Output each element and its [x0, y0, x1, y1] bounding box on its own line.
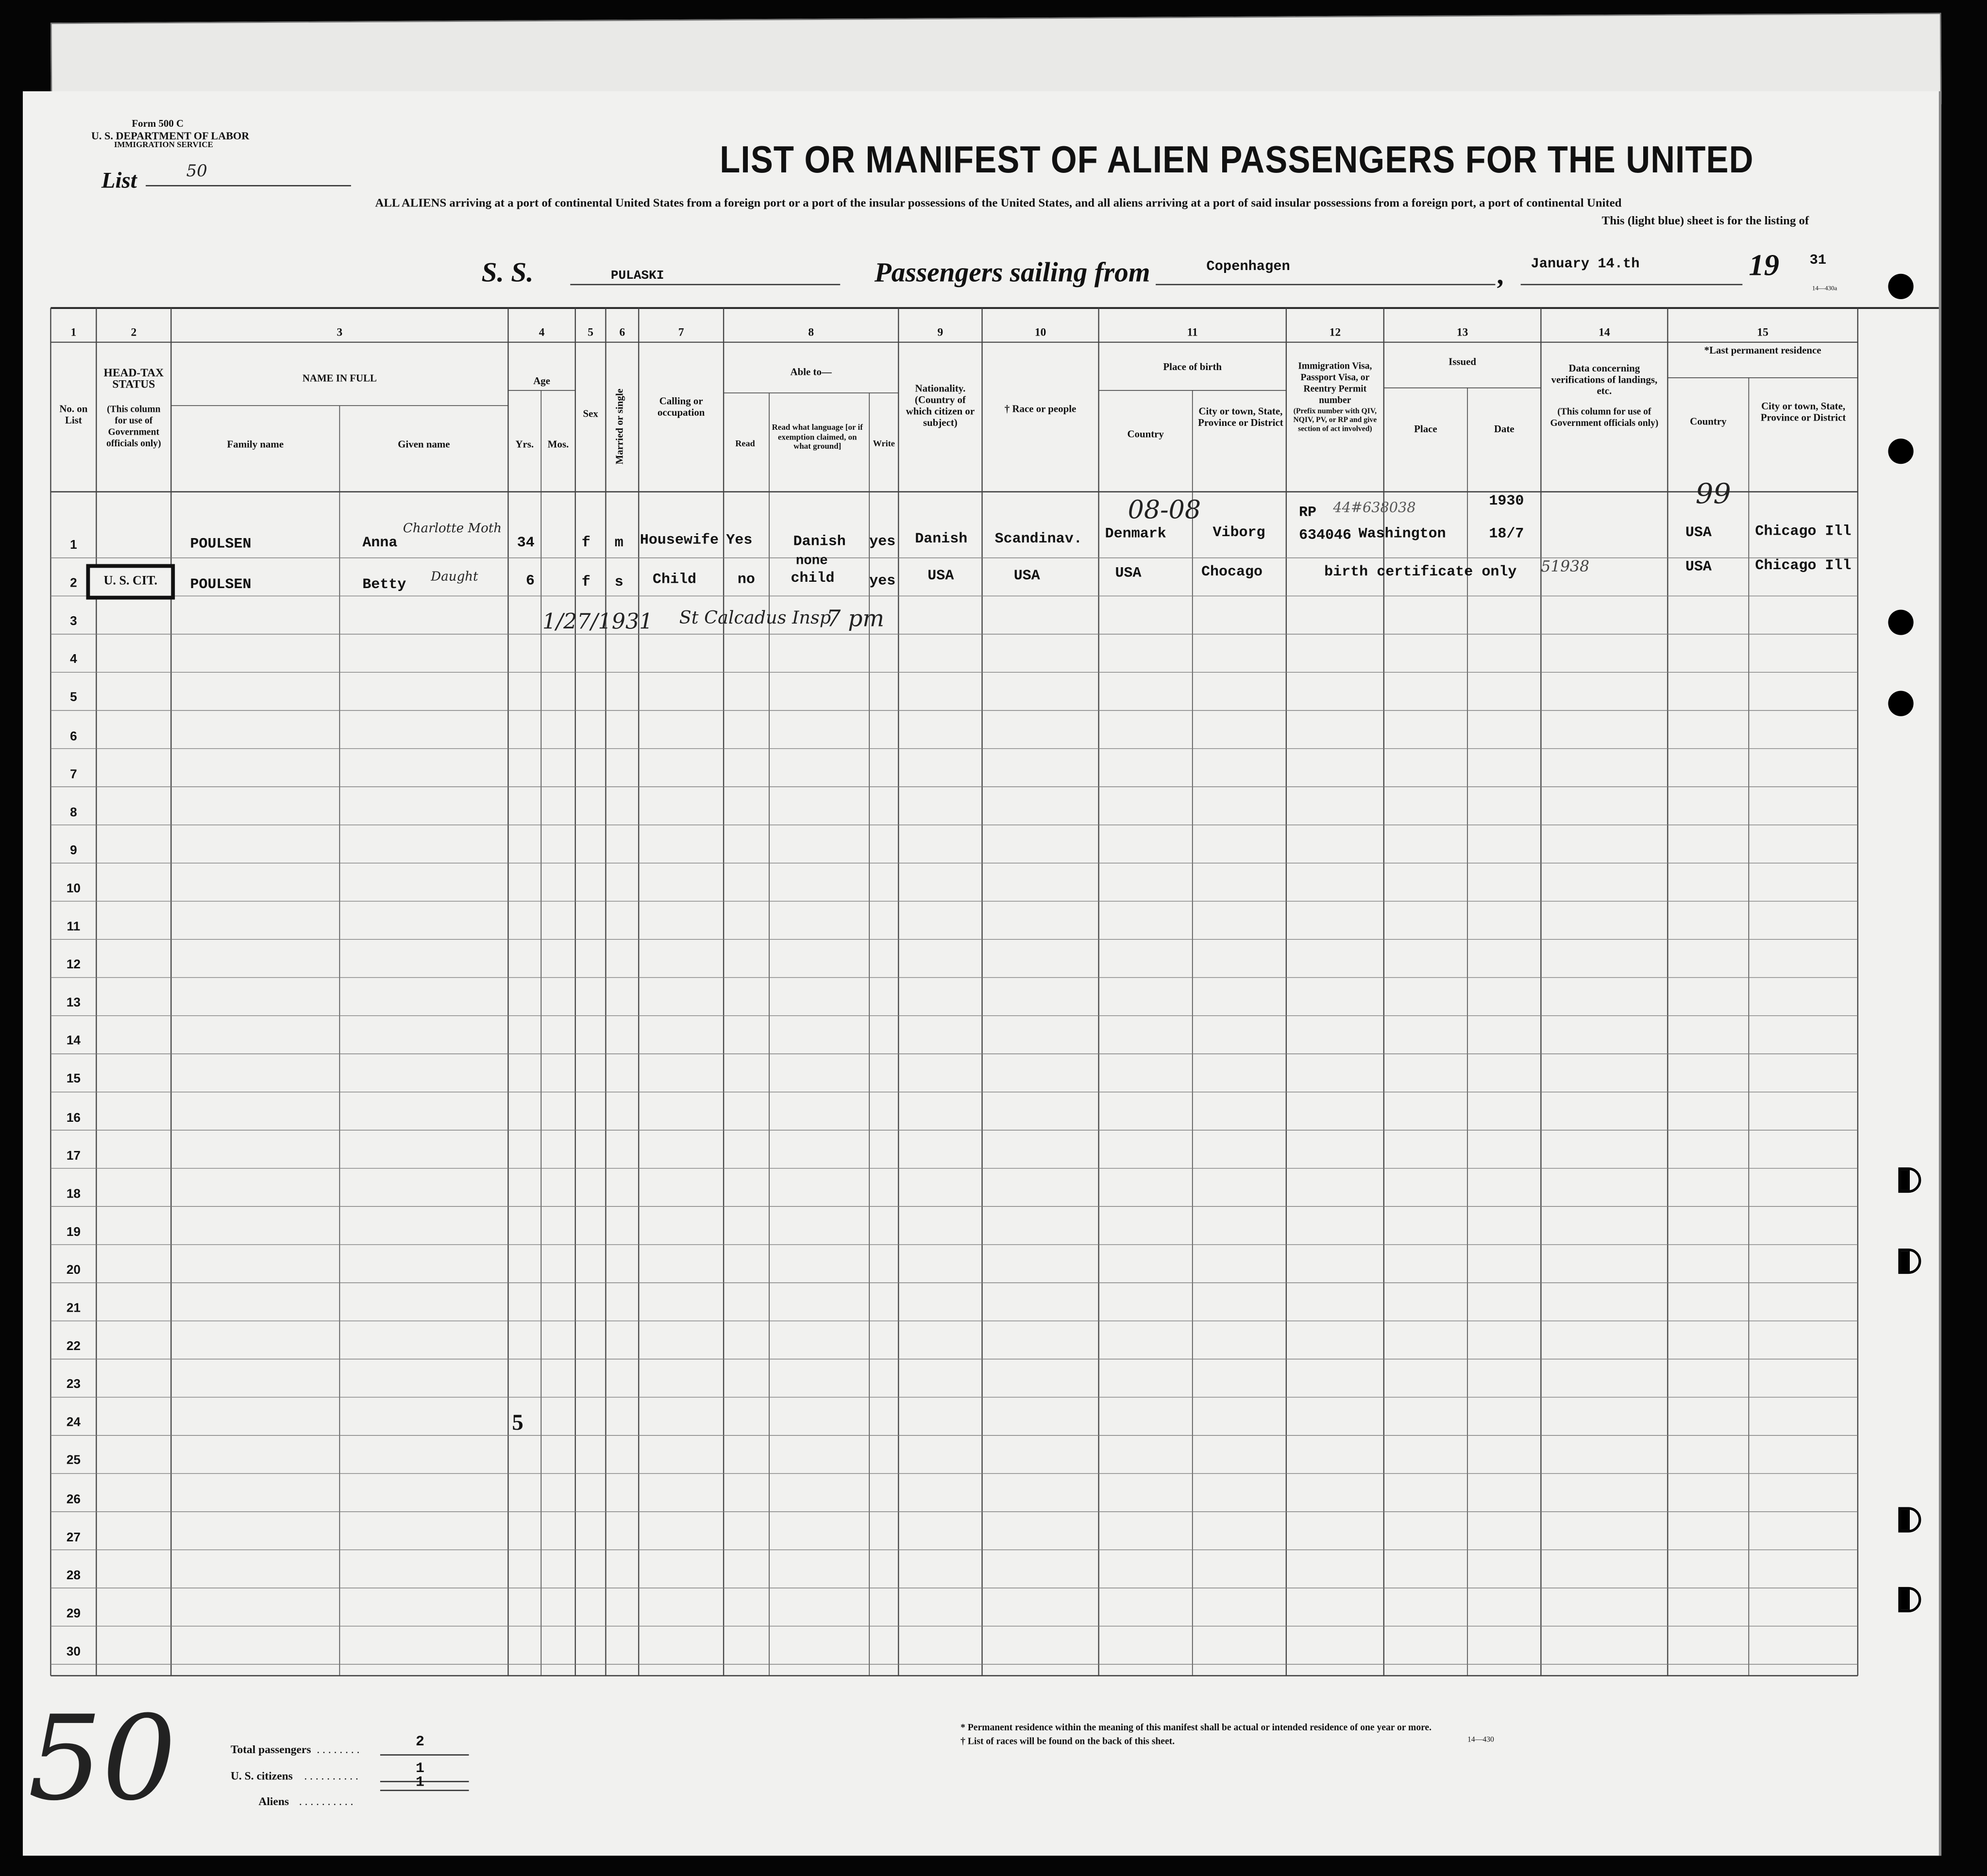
row-number: 15 — [66, 1073, 81, 1087]
visa-annotation: 44#638038 — [1333, 499, 1416, 516]
aliens-count: 1 — [415, 1775, 425, 1791]
visa-prefix: RP — [1298, 504, 1316, 521]
residence-city: Chicago Ill — [1755, 523, 1852, 540]
sailing-date: January 14.th — [1531, 257, 1640, 273]
footnote-residence: * Permanent residence within the meaning of this manifest shall be actual or intended residence of one year or more. — [960, 1721, 1432, 1733]
scanned-manifest: Form 500 C U. S. DEPARTMENT OF LABOR IMMIGRATION SERVICE List 50 LIST OR MANIFEST OF ALIEN PASSENGERS FOR THE UNITED ALL ALIENS arriving at a port of continental United States from a foreign port or a port of the insular possessions of the United States, and all aliens arriving at a port of said insular possessions from a foreign port, a port of continental United This (light blue) sheet is for the listing of S. S. PULASKI Passengers sailing from Copenhagen , January 14.th 19 31 14—430a 1 2 3 4 5 6 7 8 9 10 11 12 13 14 15 No. on List HEAD-TAX STATUS (This column for use of Government officials only) NAME IN FULL Family name Given name Age Yrs. Mos. Sex Married or single Calling or occupation Able to— Read Read what language [or if exemption claimed, on what ground] Write Nationality. (Country of which citizen or subject) † Race or people Place of birth Country City or town, State, Province or District Immigration Visa, Passport Visa, or Reentry Permit number (Prefix number with QIV, NQIV, PV, or RP and give section of act involved) Issued Place Date Data concerning verifications of landings, etc. (This column for use of Government officials only) *Last permanent residence Country City or town, State, Province or District 1 2 3 4 5 6 7 8 9 10 11 12 13 14 15 16 17 18 19 20 21 22 23 24 25 26 27 28 29 30 POULSEN Anna Charlotte Moth 34 f m Housewife Yes Danish yes Danish Scandinav. Denmark Viborg RP 44#638038 634046 Washington 1930 18/7 USA Chicago Ill U. S. CIT. POULSEN Betty Daught 6 f s Child no none child yes USA USA USA Chocago birth certificate only USA Chicago Ill 1/27/1931 St Calcadus Insp 7 pm 08-08 99 51938 5 50 Total passengers . . . . . . . . 2 U. S. citizens . . . . . . . . . . 1 Aliens . . . . . . . . . . 1 * Permanent residence within the meaning of this manifest shall be actual or intended residence of one year or more. † List of races will be found on the back of this sheet. 14—430 — [0, 0, 1987, 1876]
header-head-tax: HEAD-TAX STATUS — [103, 366, 164, 390]
family-name: POULSEN — [190, 576, 252, 593]
given-name: Anna — [362, 535, 398, 552]
header-able-to: Able to— — [790, 366, 832, 378]
header-nationality: Nationality. (Country of which citizen or subject) — [906, 383, 975, 429]
year-prefix: 19 — [1749, 250, 1780, 283]
header-residence-country: Country — [1690, 416, 1727, 427]
row-number: 30 — [66, 1645, 81, 1659]
header-married: Married or single — [614, 389, 625, 465]
row-number: 28 — [66, 1569, 81, 1583]
can-write: yes — [869, 533, 896, 550]
total-passengers: 2 — [415, 1734, 425, 1751]
col-number: 5 — [588, 325, 593, 338]
row-number: 24 — [66, 1416, 81, 1430]
header-given-name: Given name — [398, 439, 450, 450]
page-title: LIST OR MANIFEST OF ALIEN PASSENGERS FOR THE UNITED — [720, 139, 1754, 182]
header-visa: Immigration Visa, Passport Visa, or Reentry Permit number — [1298, 360, 1372, 406]
col-number: 7 — [678, 325, 684, 338]
us-citizens-label: U. S. citizens — [230, 1769, 293, 1782]
age-years: 6 — [526, 573, 535, 590]
row-number: 6 — [70, 729, 77, 744]
aliens-label: Aliens — [258, 1794, 289, 1808]
col-number: 6 — [619, 325, 625, 338]
row-number: 2 — [70, 576, 77, 591]
header-birth-city: City or town, State, Province or District — [1198, 406, 1283, 429]
nationality: USA — [927, 568, 954, 585]
row-number: 19 — [66, 1225, 81, 1240]
header-family-name: Family name — [227, 439, 284, 450]
row-number: 11 — [67, 920, 81, 934]
issued-date: 18/7 — [1489, 526, 1524, 543]
given-name: Betty — [362, 576, 406, 593]
header-race: † Race or people — [1004, 403, 1077, 415]
can-read: Yes — [726, 532, 753, 549]
row-number: 29 — [66, 1607, 81, 1621]
occupation: Housewife — [640, 532, 719, 549]
residence-country: USA — [1685, 524, 1712, 541]
header-place-of-birth: Place of birth — [1163, 361, 1222, 373]
can-write: yes — [869, 573, 896, 590]
row-number: 22 — [66, 1340, 81, 1354]
header-no-on-list: No. on List — [59, 403, 88, 426]
us-citizens-count: 1 — [415, 1760, 425, 1777]
header-read: Read — [735, 439, 755, 449]
birth-city: Chocago — [1201, 564, 1263, 581]
row-number: 7 — [70, 767, 77, 782]
col-number: 11 — [1187, 325, 1198, 338]
occupation: Child — [652, 572, 697, 589]
row-number: 26 — [66, 1492, 81, 1507]
sex: f — [581, 535, 590, 552]
header-issued-place: Place — [1414, 423, 1437, 435]
row-number: 13 — [66, 997, 81, 1011]
col-number: 9 — [937, 325, 943, 338]
ss-label: S. S. — [481, 256, 534, 288]
birth-country: USA — [1115, 565, 1142, 582]
relation-note: Charlotte Moth — [403, 522, 502, 537]
issued-year: 1930 — [1489, 493, 1524, 510]
col-number: 13 — [1456, 325, 1468, 338]
row-number: 4 — [70, 653, 77, 667]
col-number: 2 — [131, 325, 137, 338]
visa-document: birth certificate only — [1324, 564, 1517, 581]
row-number: 12 — [66, 958, 81, 973]
col-number: 15 — [1757, 325, 1768, 338]
header-residence-city: City or town, State, Province or District — [1760, 400, 1846, 423]
footnote-races: † List of races will be found on the back of this sheet. — [960, 1735, 1175, 1747]
header-mos: Mos. — [547, 439, 569, 450]
residence-country: USA — [1685, 559, 1712, 575]
total-passengers-label: Total passengers — [230, 1742, 311, 1756]
row-number: 17 — [66, 1149, 81, 1164]
inspector-signature: St Calcadus Insp — [679, 608, 831, 629]
header-visa-note: (Prefix number with QIV, NQIV, PV, or RP and give section of act involved) — [1293, 408, 1377, 434]
intro-line-2: This (light blue) sheet is for the listing of — [1601, 215, 1809, 228]
header-calling: Calling or occupation — [657, 395, 705, 419]
read-language: Danish — [793, 533, 846, 550]
header-name-in-full: NAME IN FULL — [302, 372, 377, 384]
inspection-date: 1/27/1931 — [542, 609, 653, 635]
department-label: U. S. DEPARTMENT OF LABOR — [91, 129, 250, 142]
header-write: Write — [873, 439, 895, 449]
read-language-line-1: none — [795, 554, 828, 569]
can-read: no — [737, 572, 755, 589]
race: USA — [1013, 568, 1040, 585]
row-number: 5 — [70, 691, 77, 706]
header-issued: Issued — [1448, 356, 1477, 368]
header-yrs: Yrs. — [515, 439, 534, 450]
residence-code-annotation: 99 — [1695, 479, 1731, 511]
row-number: 18 — [66, 1187, 81, 1201]
us-citizen-stamp: U. S. CIT. — [86, 564, 175, 599]
verification-annotation: 51938 — [1541, 558, 1590, 575]
marital-status: m — [614, 535, 623, 552]
row-number: 20 — [66, 1263, 81, 1278]
port-name: Copenhagen — [1206, 260, 1290, 275]
header-age: Age — [533, 375, 551, 387]
header-last-residence: *Last permanent residence — [1704, 344, 1821, 356]
header-issued-date: Date — [1494, 423, 1515, 435]
row-number: 21 — [66, 1301, 81, 1316]
race: Scandinav. — [994, 531, 1082, 548]
sailing-label: Passengers sailing from — [874, 256, 1150, 288]
header-sex: Sex — [583, 408, 598, 420]
year-suffix: 31 — [1809, 254, 1827, 269]
row-number: 1 — [70, 539, 77, 553]
header-birth-country: Country — [1127, 428, 1164, 440]
family-name: POULSEN — [190, 536, 252, 553]
intro-line-1: ALL ALIENS arriving at a port of continental United States from a foreign port or a port of the insular possessions of the United States, and all aliens arriving at a port of said insular possessions from a foreign port, a port of continental United — [375, 198, 1622, 211]
birth-code-annotation: 08-08 — [1128, 494, 1201, 525]
col-number: 12 — [1329, 325, 1341, 338]
col-number: 3 — [337, 325, 343, 338]
row-number: 9 — [70, 844, 77, 858]
inspection-time: 7 pm — [826, 606, 884, 633]
birth-city: Viborg — [1212, 524, 1265, 541]
row-number: 14 — [66, 1034, 81, 1049]
read-language-line-2: child — [791, 570, 835, 587]
residence-city: Chicago Ill — [1755, 558, 1852, 575]
age-years: 34 — [517, 535, 535, 552]
birth-country: Denmark — [1105, 526, 1166, 543]
sex: f — [581, 574, 590, 591]
col-number: 14 — [1599, 325, 1610, 338]
footer-form-code: 14—430 — [1467, 1736, 1494, 1744]
row-number: 8 — [70, 806, 77, 820]
large-list-number: 50 — [28, 1690, 176, 1827]
list-label: List — [101, 167, 137, 193]
row-number: 16 — [66, 1111, 81, 1125]
header-read-language: Read what language [or if exemption claimed, on what ground] — [772, 423, 863, 452]
form-code: 14—430a — [1812, 286, 1837, 293]
nationality: Danish — [915, 531, 968, 548]
col-number: 10 — [1034, 325, 1046, 338]
ship-name: PULASKI — [610, 270, 664, 284]
header-verification-note: (This column for use of Government officials only) — [1550, 406, 1659, 429]
col-number: 4 — [539, 325, 545, 338]
list-number: 50 — [186, 162, 207, 182]
col-number: 8 — [808, 325, 814, 338]
header-verification: Data concerning verifications of landings, etc. — [1551, 362, 1658, 397]
header-head-tax-note: (This column for use of Government officials only) — [106, 403, 161, 449]
issued-place: Washington — [1358, 526, 1446, 543]
service-label: IMMIGRATION SERVICE — [114, 140, 213, 150]
row-number: 27 — [66, 1530, 81, 1545]
marital-status: s — [614, 574, 623, 591]
row-number: 3 — [70, 615, 77, 629]
row-number: 25 — [66, 1454, 81, 1469]
relation-note: Daught — [431, 570, 478, 585]
form-number: Form 500 C — [132, 118, 184, 130]
margin-number: 5 — [512, 1409, 523, 1435]
row-number: 23 — [66, 1378, 81, 1392]
visa-number: 634046 — [1298, 527, 1352, 544]
row-number: 10 — [66, 882, 81, 896]
col-number: 1 — [70, 325, 77, 338]
